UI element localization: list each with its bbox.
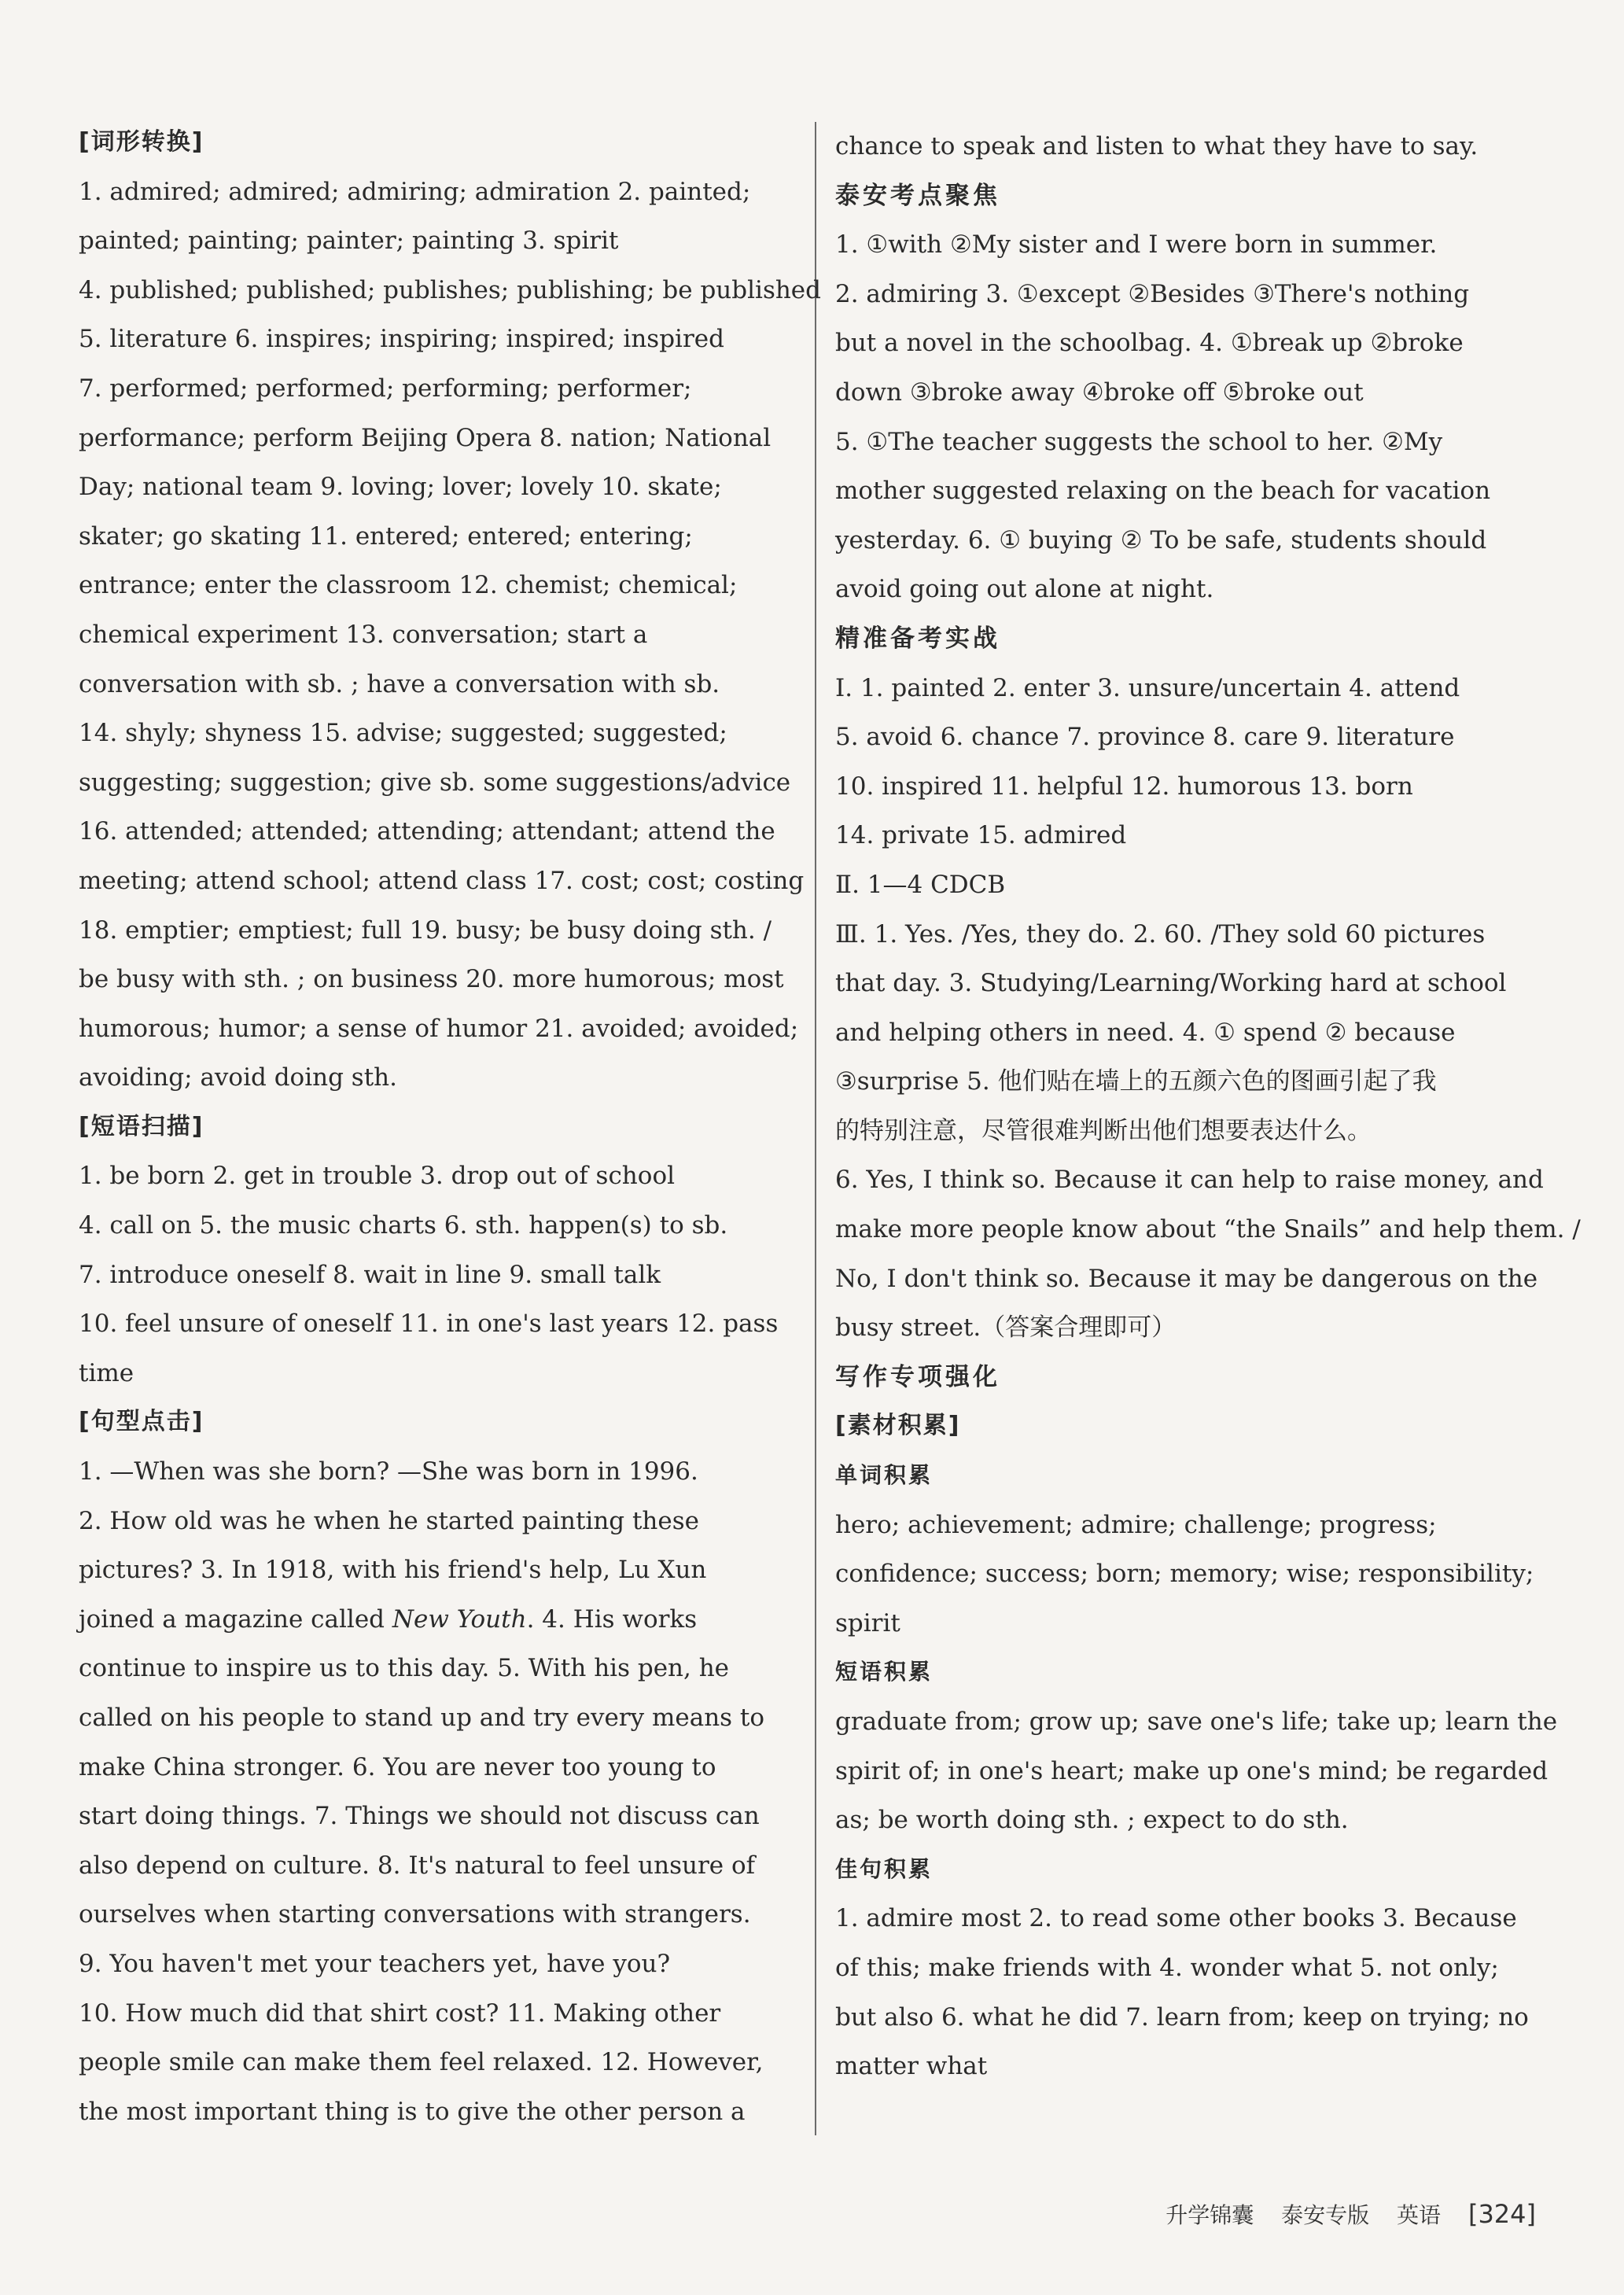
answer-line: painted; painting; painter; painting 3. spirit <box>79 227 619 256</box>
answer-line: No, I don't think so. Because it may be dangerous on the <box>835 1264 1538 1293</box>
answer-line: ourselves when starting conversations with strangers. <box>79 1900 751 1929</box>
answer-line: ③surprise 5. 他们贴在墙上的五颜六色的图画引起了我 <box>835 1067 1437 1096</box>
answer-line: also depend on culture. 8. It's natural to feel unsure of <box>79 1851 756 1880</box>
answer-line: Ⅱ. 1—4 CDCB <box>835 870 1006 899</box>
answer-line: continue to inspire us to this day. 5. With his pen, he <box>79 1654 730 1683</box>
answer-line: 9. You haven't met your teachers yet, have you? <box>79 1949 671 1978</box>
answer-line: down ③broke away ④broke off ⑤broke out <box>835 378 1364 407</box>
answer-line: joined a magazine called New Youth. 4. His works <box>79 1604 698 1634</box>
answer-line: start doing things. 7. Things we should not discuss can <box>79 1802 760 1831</box>
answer-line: matter what <box>835 2052 988 2081</box>
answer-line: 10. How much did that shirt cost? 11. Making other <box>79 1998 721 2028</box>
answer-line: and helping others in need. 4. ① spend ② because <box>835 1018 1456 1047</box>
answer-line: suggesting; suggestion; give sb. some suggestions/advice <box>79 768 791 797</box>
answer-line: the most important thing is to give the other person a <box>79 2097 746 2126</box>
section-title: 写作专项强化 <box>835 1362 1000 1391</box>
answer-line: 14. shyly; shyness 15. advise; suggested; suggested; <box>79 719 727 748</box>
answer-line: make more people know about “the Snails” and help them. / <box>835 1215 1581 1244</box>
left-column <box>79 118 822 2136</box>
answer-line: 6. Yes, I think so. Because it can help to raise money, and <box>835 1166 1544 1195</box>
answer-line: 10. inspired 11. helpful 12. humorous 13. born <box>835 772 1413 801</box>
answer-line: confidence; success; born; memory; wise; responsibility; <box>835 1560 1534 1589</box>
answer-line: performance; perform Beijing Opera 8. nation; National <box>79 423 771 452</box>
answer-line: 5. avoid 6. chance 7. province 8. care 9. literature <box>835 723 1455 752</box>
answer-line: 5. literature 6. inspires; inspiring; inspired; inspired <box>79 325 724 354</box>
answer-line: 18. emptier; emptiest; full 19. busy; be busy doing sth. / <box>79 915 772 945</box>
answer-line: be busy with sth. ; on business 20. more humorous; most <box>79 965 784 994</box>
answer-line: 1. admire most 2. to read some other books 3. Because <box>835 1904 1517 1933</box>
answer-line: time <box>79 1358 134 1387</box>
answer-line: 的特别注意，尽管很难判断出他们想要表达什么。 <box>835 1116 1372 1145</box>
answer-line: 1. admired; admired; admiring; admiration 2. painted; <box>79 177 751 206</box>
subsection-title: 佳句积累 <box>835 1855 934 1882</box>
magazine-title: New Youth <box>392 1604 527 1634</box>
answer-line: skater; go skating 11. entered; entered; entering; <box>79 521 693 551</box>
answer-line: 4. published; published; publishes; publishing; be published <box>79 275 822 304</box>
subsection-title: 短语积累 <box>835 1659 934 1685</box>
answer-line: of this; make friends with 4. wonder what 5. not only; <box>835 1953 1499 1982</box>
answer-line: Ⅲ. 1. Yes. /Yes, they do. 2. 60. /They sold 60 pictures <box>835 919 1486 949</box>
answer-line: people smile can make them feel relaxed. 12. However, <box>79 2048 764 2077</box>
section-heading: [词形转换] <box>79 128 204 156</box>
answer-line: chance to speak and listen to what they have to say. <box>835 132 1479 160</box>
answer-line: 10. feel unsure of oneself 11. in one's last years 12. pass <box>79 1310 779 1339</box>
section-heading: [短语扫描] <box>79 1112 204 1140</box>
answer-line: spirit <box>835 1608 900 1637</box>
answer-line: chemical experiment 13. conversation; start a <box>79 620 648 649</box>
answer-line: 7. performed; performed; performing; performer; <box>79 374 692 403</box>
answer-line: 1. be born 2. get in trouble 3. drop out of school <box>79 1162 676 1191</box>
section-heading: [句型点击] <box>79 1408 204 1436</box>
answer-line: but also 6. what he did 7. learn from; keep on trying; no <box>835 2002 1529 2032</box>
section-title: 精准备考实战 <box>835 624 1000 653</box>
footer-edition: 泰安专版 <box>1281 2202 1370 2228</box>
answer-line: but a novel in the schoolbag. 4. ①break up ②broke <box>835 329 1464 358</box>
answer-line: conversation with sb. ; have a conversation with sb. <box>79 669 720 698</box>
footer-subject: 英语 <box>1397 2202 1442 2228</box>
answer-line: avoiding; avoid doing sth. <box>79 1063 397 1092</box>
answer-line: hero; achievement; admire; challenge; progress; <box>835 1510 1437 1539</box>
answer-line: spirit of; in one's heart; make up one's mind; be regarded <box>835 1756 1549 1785</box>
answer-line: mother suggested relaxing on the beach for vacation <box>835 477 1491 506</box>
answer-line: graduate from; grow up; save one's life; take up; learn the <box>835 1707 1558 1736</box>
section-heading: [素材积累] <box>835 1412 961 1440</box>
answer-line: meeting; attend school; attend class 17. cost; cost; costing <box>79 866 805 895</box>
footer-book-title: 升学锦囊 <box>1166 2202 1254 2228</box>
answer-line: entrance; enter the classroom 12. chemist; chemical; <box>79 571 738 600</box>
answer-line: Day; national team 9. loving; lover; lovely 10. skate; <box>79 473 722 502</box>
answer-line: as; be worth doing sth. ; expect to do sth. <box>835 1806 1349 1835</box>
answer-line: 7. introduce oneself 8. wait in line 9. small talk <box>79 1260 661 1289</box>
column-divider <box>815 122 816 2135</box>
answer-line: 16. attended; attended; attending; attendant; attend the <box>79 817 775 846</box>
answer-line: busy street.（答案合理即可） <box>835 1313 1177 1343</box>
answer-line: humorous; humor; a sense of humor 21. avoided; avoided; <box>79 1014 799 1043</box>
answer-line: 14. private 15. admired <box>835 821 1127 850</box>
answer-line: called on his people to stand up and try every means to <box>79 1704 765 1732</box>
answer-line: avoid going out alone at night. <box>835 575 1214 604</box>
answer-line: make China stronger. 6. You are never too young to <box>79 1752 716 1781</box>
right-column <box>835 122 1581 2091</box>
section-title: 泰安考点聚焦 <box>835 181 1000 210</box>
answer-line: pictures? 3. In 1918, with his friend's help, Lu Xun <box>79 1556 707 1585</box>
answer-line: Ⅰ. 1. painted 2. enter 3. unsure/uncertain 4. attend <box>835 673 1460 702</box>
answer-line: 4. call on 5. the music charts 6. sth. happen(s) to sb. <box>79 1211 728 1240</box>
answer-line: that day. 3. Studying/Learning/Working hard at school <box>835 969 1507 998</box>
answer-line: 1. —When was she born? —She was born in 1996. <box>79 1457 698 1486</box>
answer-line: 2. How old was he when he started painting these <box>79 1506 700 1535</box>
answer-line: 1. ①with ②My sister and I were born in summer. <box>835 230 1438 260</box>
answer-line: 5. ①The teacher suggests the school to her. ②My <box>835 427 1443 456</box>
page-footer <box>1145 2198 1536 2230</box>
page-number: [324] <box>1467 2199 1536 2229</box>
answer-line: yesterday. 6. ① buying ② To be safe, students should <box>835 525 1487 554</box>
subsection-title: 单词积累 <box>835 1462 934 1489</box>
answer-line: 2. admiring 3. ①except ②Besides ③There's nothing <box>835 279 1470 308</box>
